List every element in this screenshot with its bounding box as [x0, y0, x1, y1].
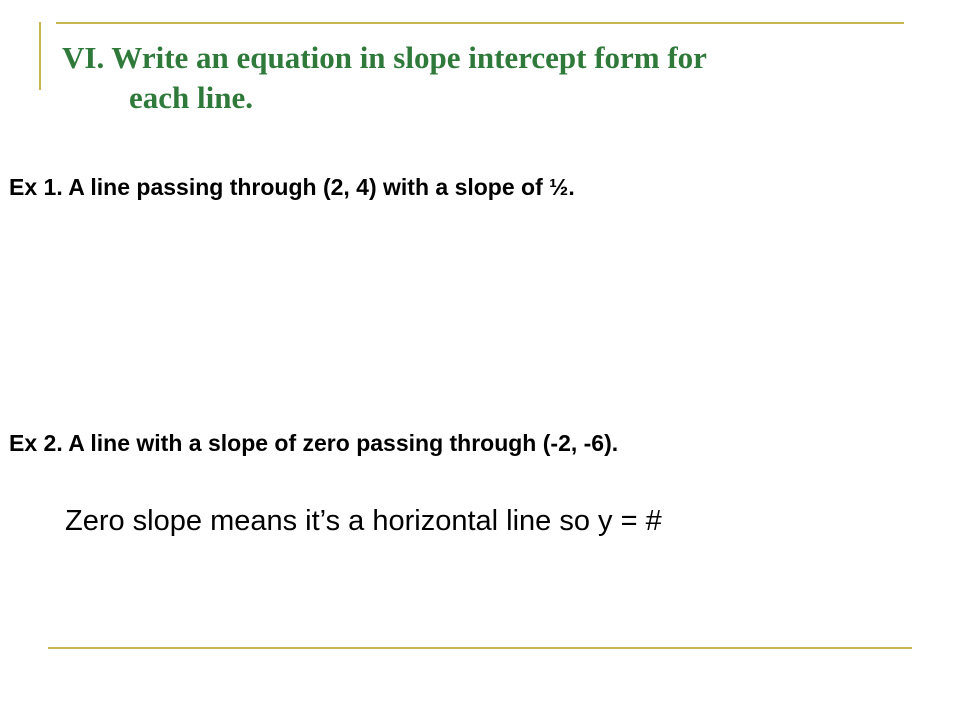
example-1: Ex 1. A line passing through (2, 4) with a slope of ½.: [9, 174, 575, 200]
zero-slope-note: Zero slope means it’s a horizontal line so y = #: [65, 505, 662, 537]
example-2: Ex 2. A line with a slope of zero passing through (-2, -6).: [9, 430, 619, 456]
title-line-1: VI. Write an equation in slope intercept form for: [62, 40, 707, 75]
left-rule: [39, 22, 41, 90]
bottom-rule: [48, 647, 912, 649]
top-rule: [56, 22, 904, 24]
slide-title: [62, 38, 922, 118]
title-line-2: each line.: [129, 80, 253, 115]
